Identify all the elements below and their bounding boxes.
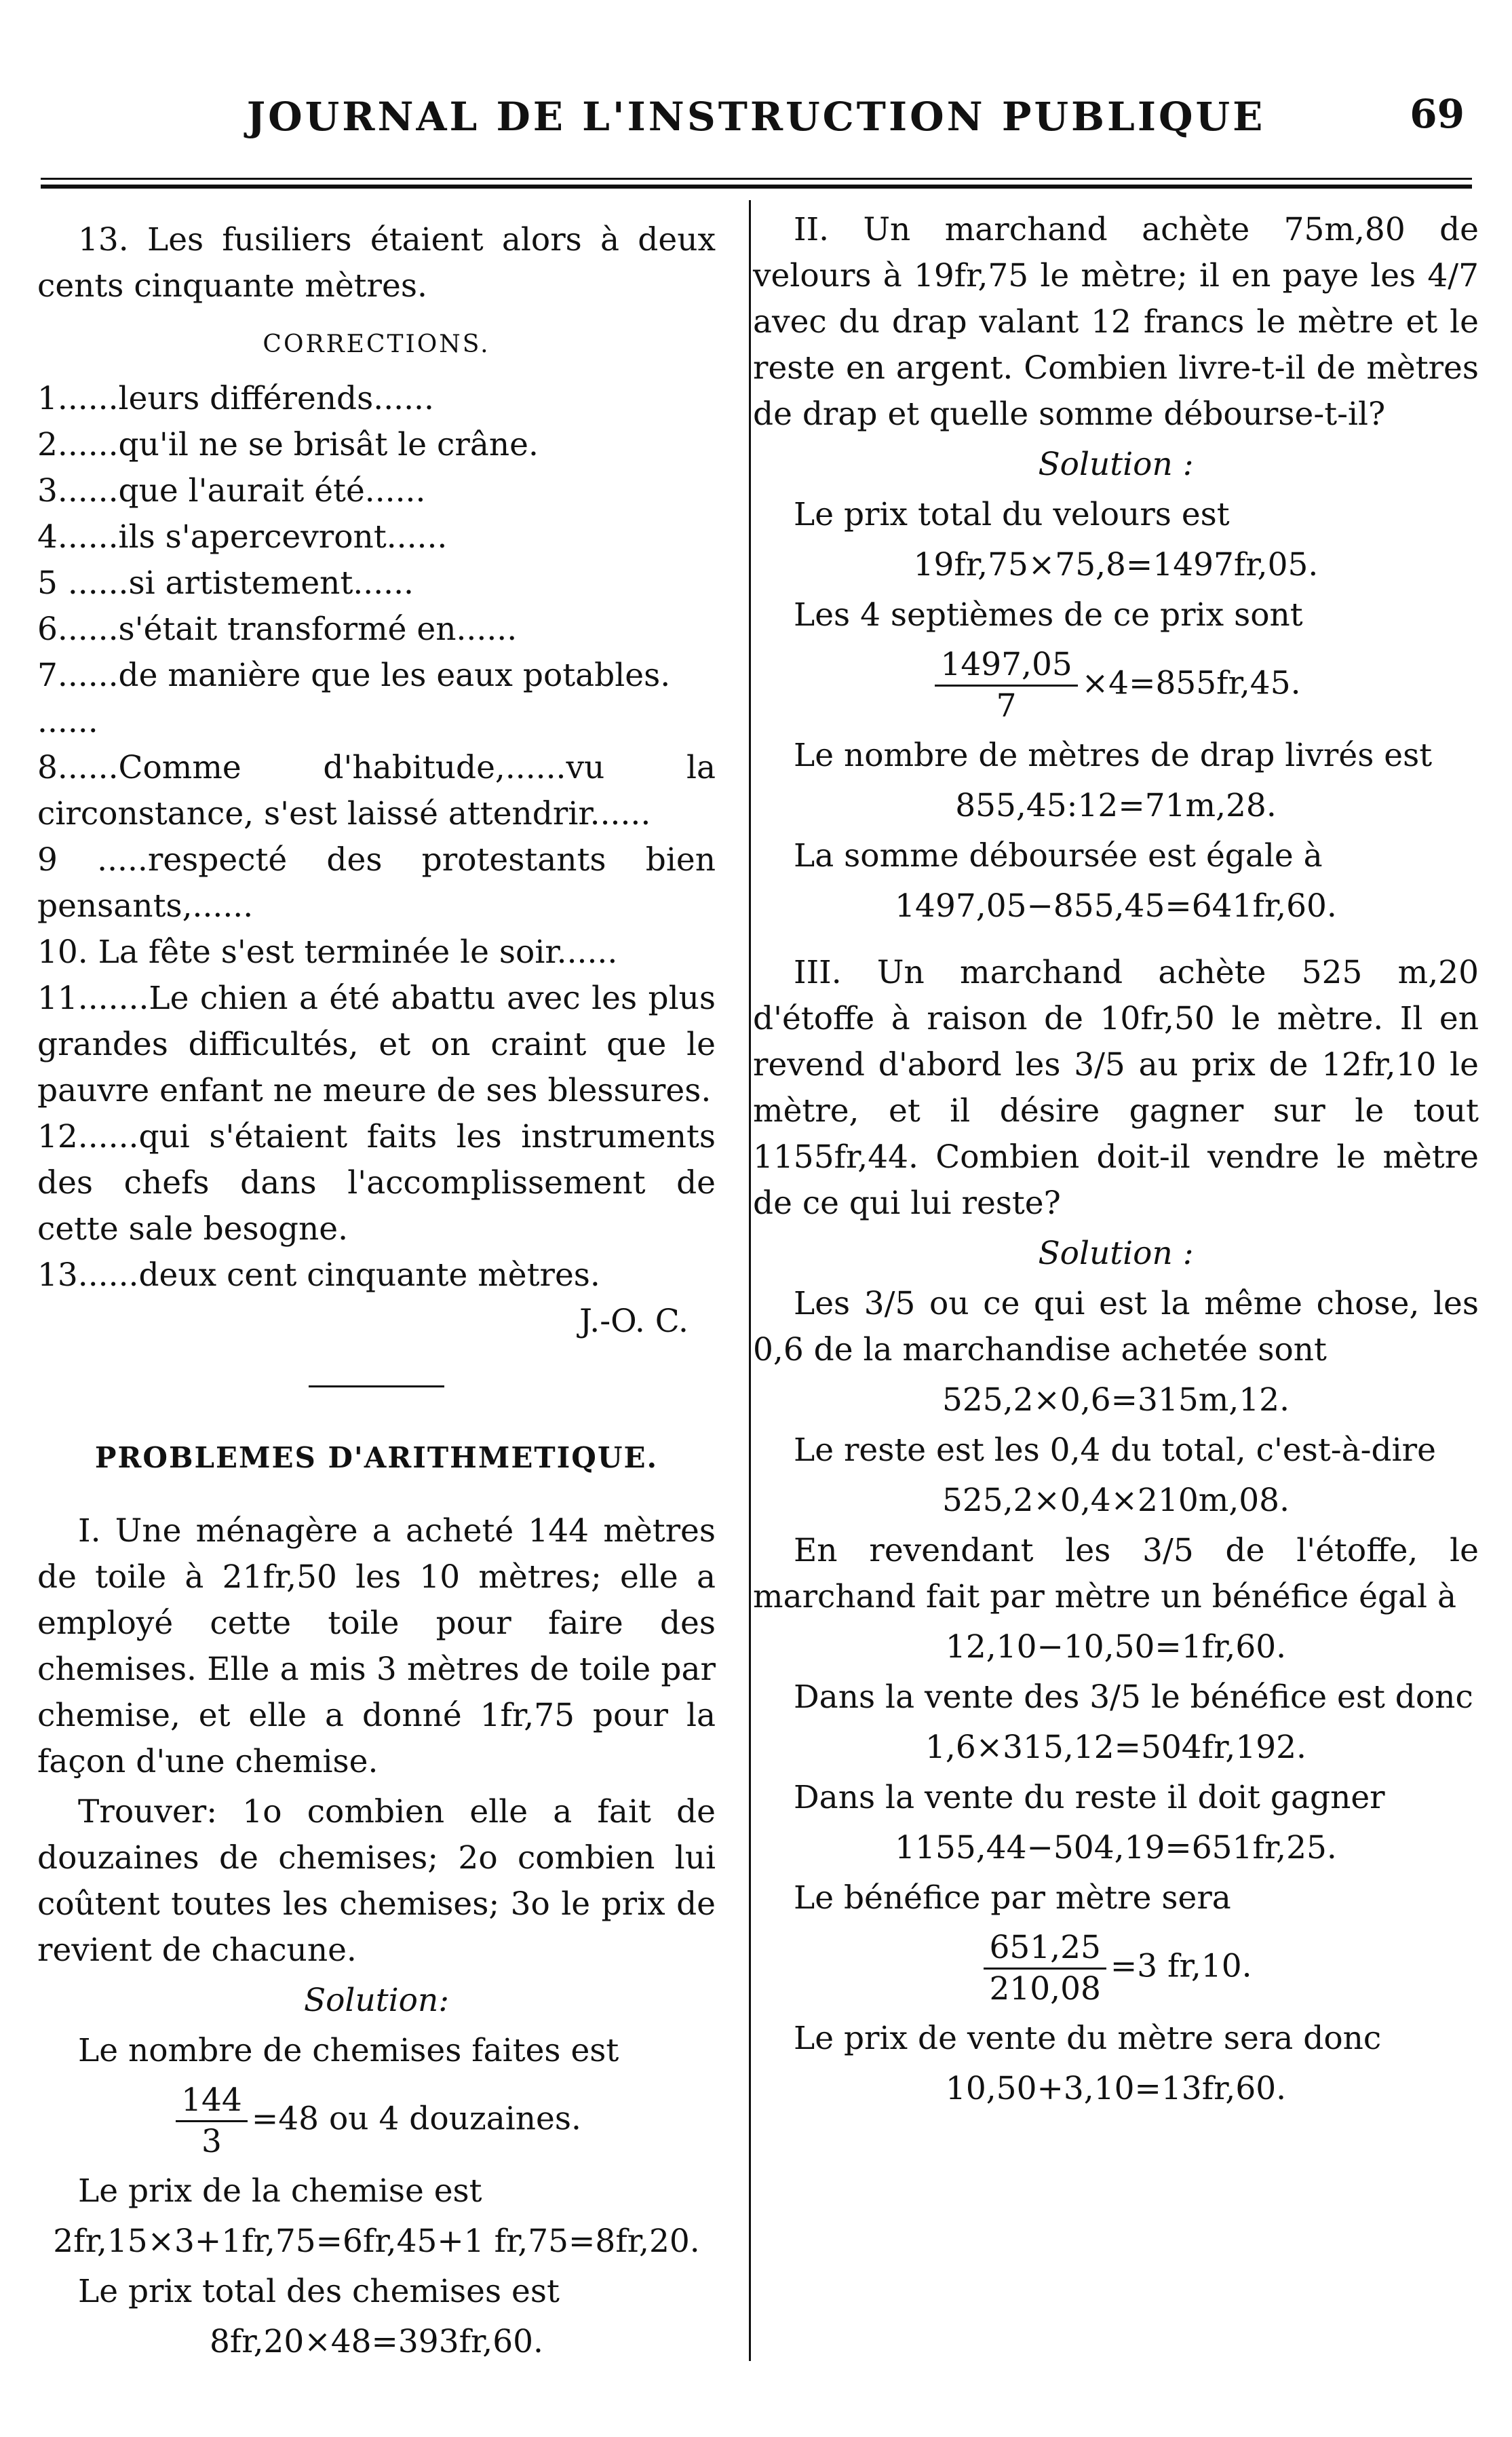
solution-label-1: Solution:	[303, 1982, 450, 2019]
correction-8: 8......Comme d'habitude,......vu la circonstance, s'est laissé attendrir......	[37, 749, 716, 832]
running-header	[0, 91, 1512, 155]
solution-1-line-a: Le nombre de chemises faites est	[78, 2032, 619, 2069]
fraction-numerator: 1497,05	[935, 645, 1077, 687]
solution-1-eq-c: 8fr,20×48=393fr,60.	[209, 2323, 543, 2360]
fraction-result: =48 ou 4 douzaines.	[251, 2100, 581, 2138]
correction-6: 6......s'était transformé en......	[37, 611, 518, 648]
fraction-denominator: 210,08	[989, 1970, 1101, 2008]
fraction-numerator: 651,25	[984, 1928, 1106, 1970]
fraction-denominator: 7	[996, 687, 1017, 725]
correction-5: 5 ......si artistement......	[37, 564, 414, 602]
correction-2: 2......qu'il ne se brisât le crâne.	[37, 426, 539, 463]
section-separator	[309, 1385, 444, 1387]
right-column	[753, 207, 1479, 2116]
fraction	[176, 2081, 248, 2162]
fraction-numerator: 144	[176, 2081, 248, 2122]
correction-10: 10. La fête s'est terminée le soir......	[37, 934, 618, 971]
solution-3-line-f: Le bénéfice par mètre sera	[794, 1879, 1231, 1917]
solution-3-line-g: Le prix de vente du mètre sera donc	[794, 2020, 1382, 2057]
solution-3-line-a: Les 3/5 ou ce qui est la même chose, les 0,6 de la marchandise achetée sont	[753, 1285, 1479, 1368]
fraction-result: =3 fr,10.	[1110, 1947, 1252, 1985]
correction-12: 12......qui s'étaient faits les instruments des chefs dans l'accomplissement de cette sale besogne.	[37, 1118, 716, 1248]
solution-2-eq-d: 1497,05−855,45=641fr,60.	[895, 887, 1337, 925]
solution-1-fraction-line	[37, 2081, 716, 2162]
solution-3-fraction-line	[753, 1928, 1479, 2009]
solution-3-line-c: En revendant les 3/5 de l'étoffe, le marchand fait par mètre un bénéfice égal à	[753, 1532, 1479, 1615]
correction-9: 9 .....respecté des protestants bien pensants,......	[37, 841, 716, 925]
problem-1: I. Une ménagère a acheté 144 mètres de toile à 21fr,50 les 10 mètres; elle a employé cette toile pour faire des chemises. Elle a mis 3 mètres de toile par chemise, et elle a donné 1fr,75 pour la façon d'une chemise.	[37, 1512, 716, 1780]
problem-3: III. Un marchand achète 525 m,20 d'étoffe à raison de 10fr,50 le mètre. Il en revend d'abord les 3/5 au prix de 12fr,10 le mètre, et il désire gagner sur le tout 1155fr,44. Combien doit-il vendre le mètre de ce qui lui reste?	[753, 954, 1479, 1222]
solution-3-eq-a: 525,2×0,6=315m,12.	[942, 1381, 1290, 1419]
left-column	[37, 217, 716, 2369]
signature: J.-O. C.	[579, 1303, 689, 1340]
page-number: 69	[1410, 91, 1465, 137]
solution-2-line-a: Le prix total du velours est	[794, 496, 1230, 533]
column-divider	[749, 200, 751, 2361]
header-rule-thin	[41, 178, 1472, 180]
solution-1-line-b: Le prix de la chemise est	[78, 2172, 482, 2210]
fraction-denominator: 3	[201, 2123, 222, 2160]
correction-11: 11.......Le chien a été abattu avec les plus grandes difficultés, et on craint que le pauvre enfant ne meure de ses blessures.	[37, 980, 716, 1109]
fraction	[984, 1928, 1106, 2009]
correction-7-cont: ......	[37, 703, 98, 740]
solution-1-eq-b: 2fr,15×3+1fr,75=6fr,45+1 fr,75=8fr,20.	[53, 2223, 700, 2260]
header-rule-thick	[41, 185, 1472, 189]
correction-3: 3......que l'aurait été......	[37, 472, 426, 510]
solution-1-line-c: Le prix total des chemises est	[78, 2273, 560, 2310]
solution-3-eq-c: 12,10−10,50=1fr,60.	[945, 1628, 1287, 1666]
correction-13: 13......deux cent cinquante mètres.	[37, 1256, 600, 1294]
problem-1-question: Trouver: 1o combien elle a fait de douzaines de chemises; 2o combien lui coûtent toutes les chemises; 3o le prix de revient de chacune.	[37, 1793, 716, 1969]
fraction-result: ×4=855fr,45.	[1081, 664, 1301, 702]
solution-2-eq-c: 855,45:12=71m,28.	[955, 787, 1277, 824]
section-title: PROBLEMES D'ARITHMETIQUE.	[94, 1441, 659, 1474]
solution-3-eq-d: 1,6×315,12=504fr,192.	[925, 1729, 1306, 1766]
solution-3-eq-g: 10,50+3,10=13fr,60.	[945, 2070, 1287, 2107]
solution-2-line-b: Les 4 septièmes de ce prix sont	[794, 596, 1303, 634]
solution-2-eq-a: 19fr,75×75,8=1497fr,05.	[913, 546, 1319, 583]
solution-3-eq-b: 525,2×0,4×210m,08.	[942, 1482, 1290, 1519]
sentence-13: 13. Les fusiliers étaient alors à deux cents cinquante mètres.	[37, 221, 716, 305]
journal-title: JOURNAL DE L'INSTRUCTION PUBLIQUE	[246, 94, 1266, 140]
solution-3-line-d: Dans la vente des 3/5 le bénéfice est donc	[794, 1678, 1473, 1716]
correction-1: 1......leurs différends......	[37, 380, 434, 417]
solution-2-line-c: Le nombre de mètres de drap livrés est	[794, 737, 1433, 774]
solution-2-fraction-line	[753, 645, 1479, 726]
solution-3-eq-e: 1155,44−504,19=651fr,25.	[895, 1829, 1337, 1866]
correction-7: 7......de manière que les eaux potables.	[37, 657, 671, 694]
problem-2: II. Un marchand achète 75m,80 de velours à 19fr,75 le mètre; il en paye les 4/7 avec du drap valant 12 francs le mètre et le reste en argent. Combien livre-t-il de mètres de drap et quelle somme débourse-t-il?	[753, 211, 1479, 433]
solution-label-3: Solution :	[1038, 1235, 1194, 1272]
solution-3-line-e: Dans la vente du reste il doit gagner	[794, 1779, 1385, 1816]
fraction	[935, 645, 1077, 726]
solution-2-line-d: La somme déboursée est égale à	[794, 837, 1323, 875]
solution-3-line-b: Le reste est les 0,4 du total, c'est-à-dire	[794, 1432, 1436, 1469]
correction-4: 4......ils s'apercevront......	[37, 518, 448, 556]
corrections-heading: CORRECTIONS.	[263, 330, 490, 358]
solution-label-2: Solution :	[1038, 446, 1194, 483]
